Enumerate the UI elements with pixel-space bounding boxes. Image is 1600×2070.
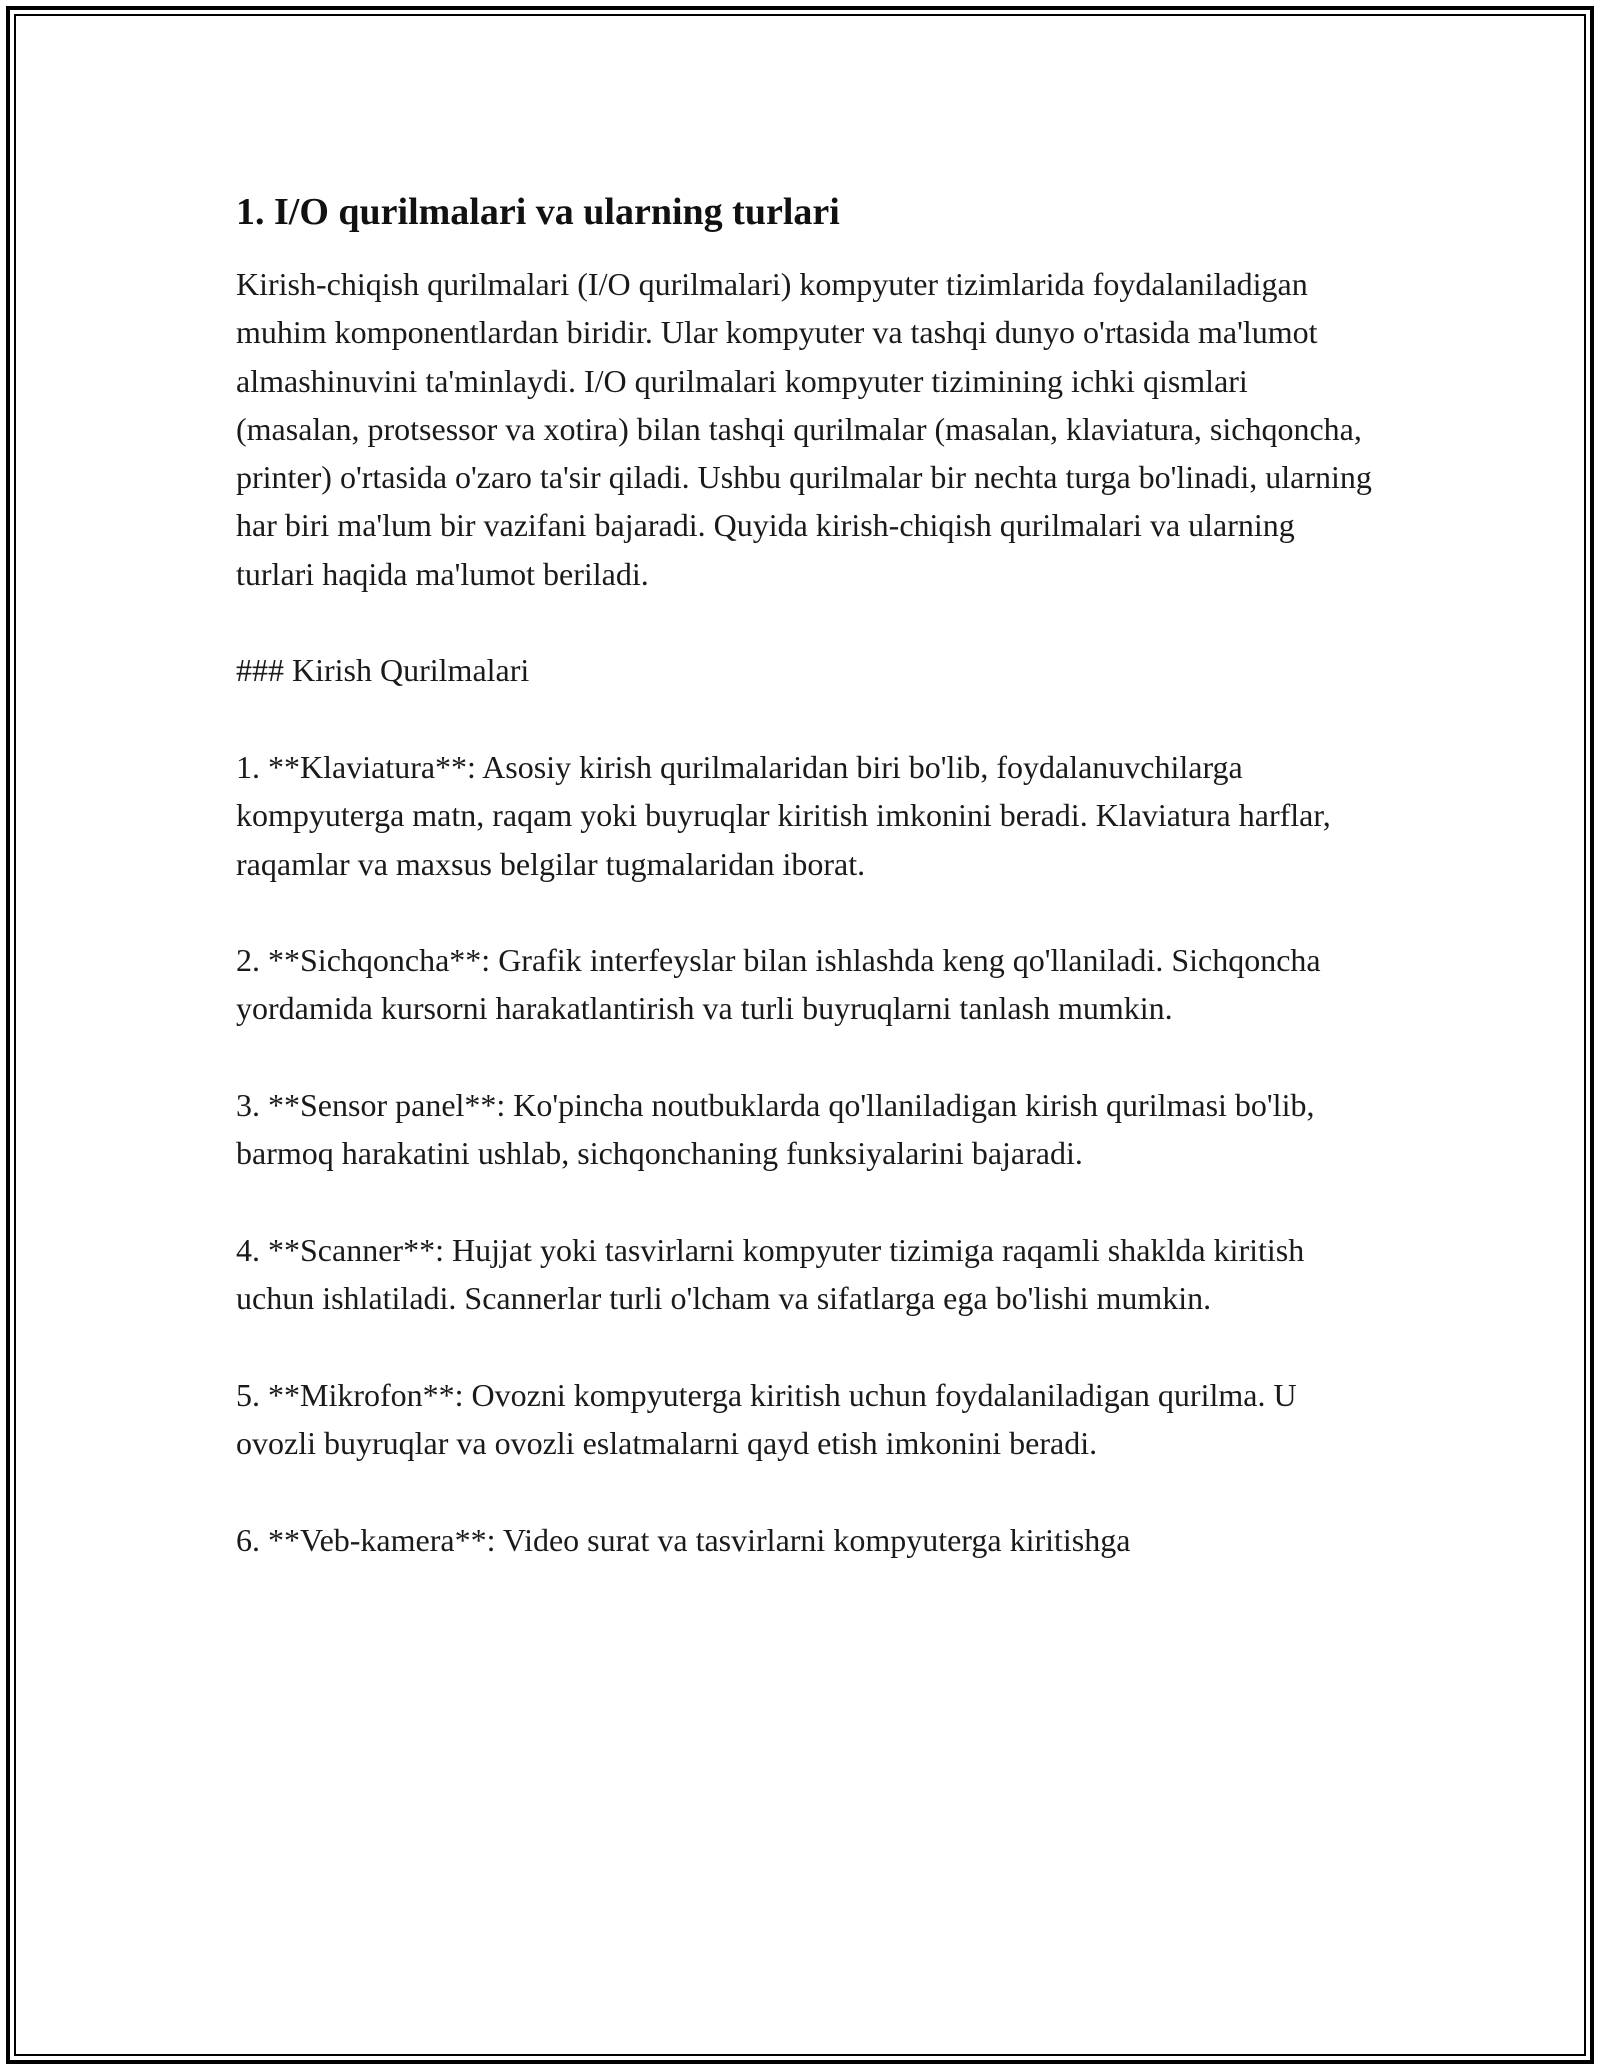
spacer	[236, 888, 1376, 936]
spacer	[236, 1323, 1376, 1371]
section-heading: ### Kirish Qurilmalari	[236, 652, 530, 689]
document-title: 1. I/O qurilmalari va ularning turlari	[236, 191, 840, 233]
spacer	[236, 1178, 1376, 1226]
spacer	[236, 598, 1376, 646]
list-item-sichqoncha: 2. **Sichqoncha**: Grafik interfeyslar bilan ishlashda keng qo'llaniladi. Sichqoncha yordamida kursorni harakatlantirish va turli buyruqlarni tanlash mumkin.	[236, 942, 1321, 1027]
intro-paragraph: Kirish-chiqish qurilmalari (I/O qurilmalari) kompyuter tizimlarida foydalaniladigan muhim komponentlardan biridir. Ular kompyuter va tashqi dunyo o'rtasida ma'lumot almashinuvini ta'minlaydi. I/O qurilmalari kompyuter tizimining ichki qismlari (masalan, protsessor va xotira) bilan tashqi qurilmalar (masalan, klaviatura, sichqoncha, printer) o'rtasida o'zaro ta'sir qiladi. Ushbu qurilmalar bir nechta turga bo'linadi, ularning har biri ma'lum bir vazifani bajaradi. Quyida kirish-chiqish qurilmalari va ularning turlari haqida ma'lumot beriladi.	[236, 266, 1372, 592]
list-item-veb-kamera: 6. **Veb-kamera**: Video surat va tasvirlarni kompyuterga kiritishga	[236, 1521, 1131, 1558]
list-item-sensor-panel: 3. **Sensor panel**: Ko'pincha noutbuklarda qo'llaniladigan kirish qurilmasi bo'lib, barmoq harakatini ushlab, sichqonchaning funksiyalarini bajaradi.	[236, 1087, 1315, 1172]
spacer	[236, 1033, 1376, 1081]
spacer	[236, 695, 1376, 743]
document-body	[236, 186, 1376, 1564]
spacer	[236, 1467, 1376, 1515]
list-item-mikrofon: 5. **Mikrofon**: Ovozni kompyuterga kiritish uchun foydalaniladigan qurilma. U ovozli buyruqlar va ovozli eslatmalarni qayd etish imkonini beradi.	[236, 1376, 1297, 1462]
list-item-scanner: 4. **Scanner**: Hujjat yoki tasvirlarni kompyuter tizimiga raqamli shaklda kiritish uchun ishlatiladi. Scannerlar turli o'lcham va sifatlarga ega bo'lishi mumkin.	[236, 1231, 1305, 1317]
list-item-klaviatura: 1. **Klaviatura**: Asosiy kirish qurilmalaridan biri bo'lib, foydalanuvchilarga kompyuterga matn, raqam yoki buyruqlar kiritish imkonini beradi. Klaviatura harflar, raqamlar va maxsus belgilar tugmalaridan iborat.	[236, 748, 1331, 882]
